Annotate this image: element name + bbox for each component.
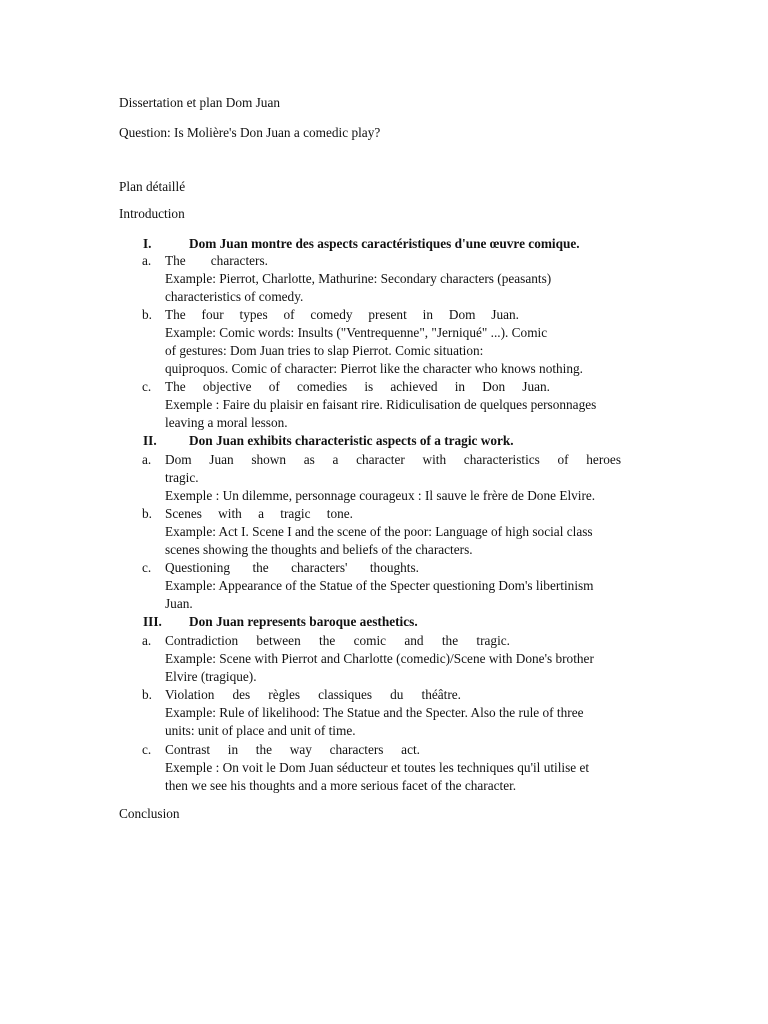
question-line: Question: Is Molière's Don Juan a comedic play?: [119, 125, 381, 140]
introduction-heading: Introduction: [119, 206, 185, 221]
section-numeral: III.: [143, 614, 162, 629]
item-text: Example: Comic words: Insults ("Ventrequenne", "Jerniqué" ...). Comic: [165, 325, 548, 340]
item-letter: a.: [142, 452, 152, 467]
item-text: Example: Pierrot, Charlotte, Mathurine: Secondary characters (peasants): [165, 271, 552, 286]
item-heading: Violation des règles classiques du théâtre.: [165, 687, 461, 702]
item-text: Exemple : Faire du plaisir en faisant rire. Ridiculisation de quelques personnages: [165, 397, 597, 412]
item-text: Example: Appearance of the Statue of the Specter questioning Dom's libertinism: [165, 578, 594, 593]
item-heading: The objective of comedies is achieved in Don Juan.: [165, 379, 550, 394]
item-letter: b.: [142, 687, 152, 702]
item-text: Example: Scene with Pierrot and Charlotte (comedic)/Scene with Done's brother: [165, 651, 594, 666]
item-heading: The four types of comedy present in Dom Juan.: [165, 307, 519, 322]
item-text: tragic.: [165, 470, 199, 485]
item-letter: c.: [142, 742, 152, 757]
item-letter: b.: [142, 307, 152, 322]
item-text: Elvire (tragique).: [165, 669, 257, 684]
item-letter: a.: [142, 633, 152, 648]
document-title: Dissertation et plan Dom Juan: [119, 95, 281, 110]
item-heading: Questioning the characters' thoughts.: [165, 560, 419, 575]
item-text: characteristics of comedy.: [165, 289, 304, 304]
item-text: units: unit of place and unit of time.: [165, 723, 356, 738]
plan-heading: Plan détaillé: [119, 179, 186, 194]
item-text: Exemple : Un dilemme, personnage courageux : Il sauve le frère de Done Elvire.: [165, 488, 596, 503]
item-heading: Contrast in the way characters act.: [165, 742, 420, 757]
item-heading: Dom Juan shown as a character with characteristics of heroes: [165, 452, 621, 467]
item-text: quiproquos. Comic of character: Pierrot like the character who knows nothing.: [165, 361, 583, 376]
item-text: then we see his thoughts and a more serious facet of the character.: [165, 778, 517, 793]
item-text: scenes showing the thoughts and beliefs of the characters.: [165, 542, 473, 557]
section-numeral: I.: [143, 236, 152, 251]
item-text: leaving a moral lesson.: [165, 415, 288, 430]
item-letter: c.: [142, 379, 152, 394]
item-heading: Contradiction between the comic and the tragic.: [165, 633, 510, 648]
item-heading: The characters.: [165, 253, 268, 268]
conclusion-heading: Conclusion: [119, 806, 180, 821]
section-title: Don Juan represents baroque aesthetics.: [189, 614, 418, 629]
item-letter: a.: [142, 253, 152, 268]
item-letter: b.: [142, 506, 152, 521]
item-letter: c.: [142, 560, 152, 575]
item-text: Example: Rule of likelihood: The Statue and the Specter. Also the rule of three: [165, 705, 584, 720]
item-heading: Scenes with a tragic tone.: [165, 506, 353, 521]
item-text: Juan.: [165, 596, 193, 611]
section-title: Don Juan exhibits characteristic aspects of a tragic work.: [189, 433, 514, 448]
section-title: Dom Juan montre des aspects caractéristiques d'une œuvre comique.: [189, 236, 580, 251]
item-text: of gestures: Dom Juan tries to slap Pierrot. Comic situation:: [165, 343, 484, 358]
section-numeral: II.: [143, 433, 157, 448]
item-text: Exemple : On voit le Dom Juan séducteur et toutes les techniques qu'il utilise et: [165, 760, 590, 775]
item-text: Example: Act I. Scene I and the scene of the poor: Language of high social class: [165, 524, 593, 539]
